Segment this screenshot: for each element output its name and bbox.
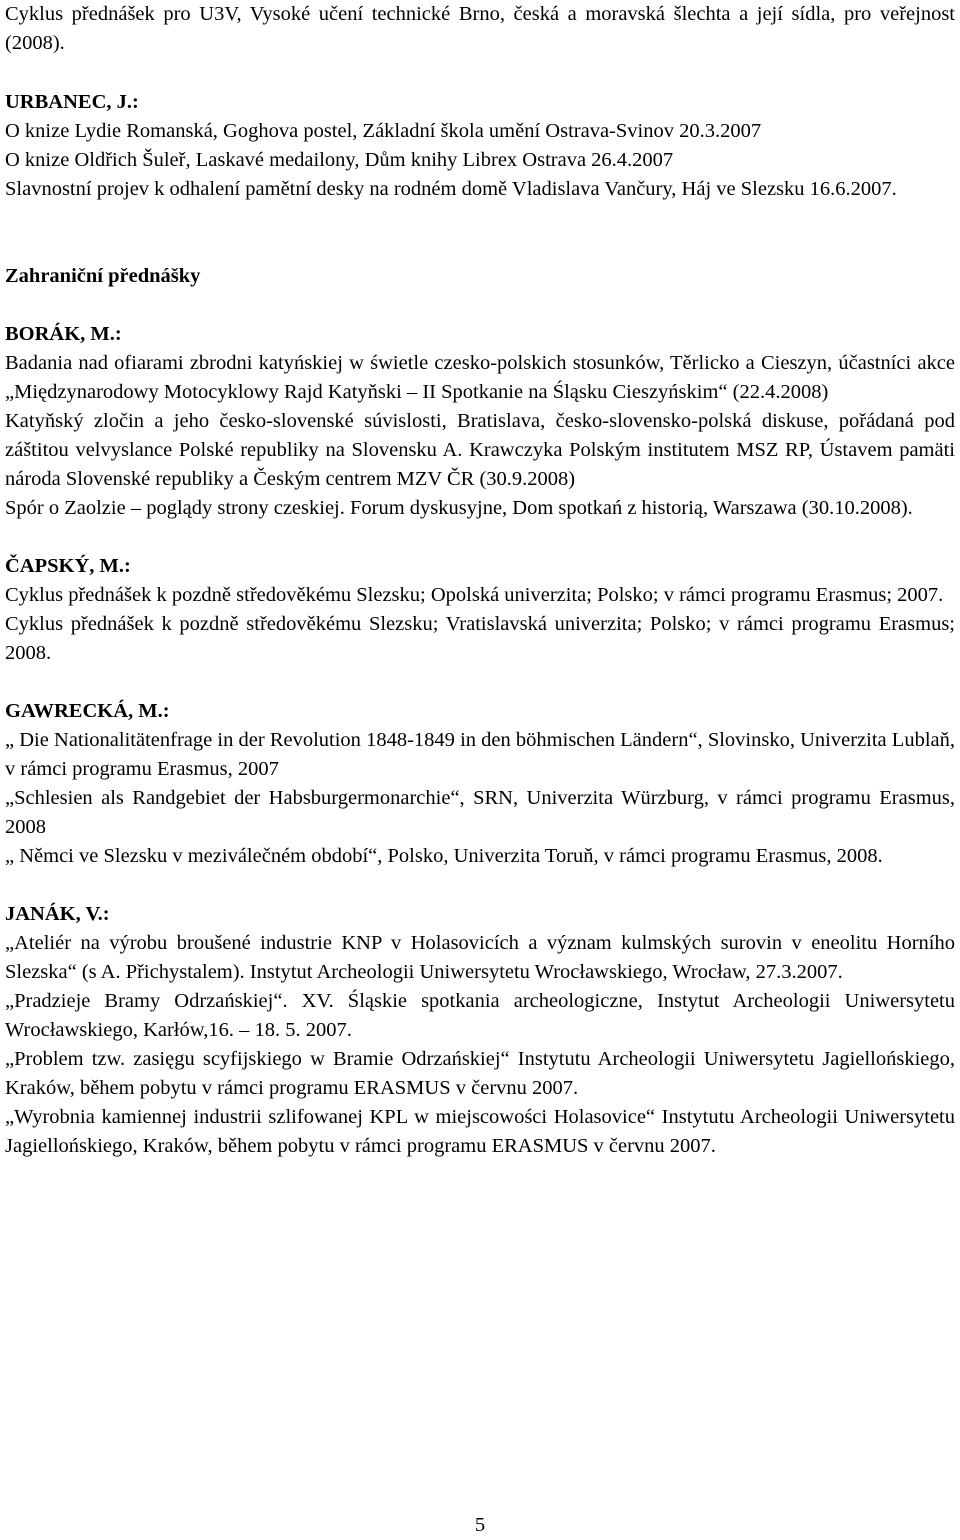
- entry-urbanec-1: O knize Lydie Romanská, Goghova postel, Základní škola umění Ostrava-Svinov 20.3.2007: [5, 120, 762, 142]
- page-number: 5: [474, 1514, 486, 1536]
- capsky-block: [5, 552, 955, 668]
- author-heading-gawrecka: GAWRECKÁ, M.:: [5, 700, 170, 722]
- author-heading-capsky: ČAPSKÝ, M.:: [5, 555, 131, 577]
- urbanec-block: [5, 88, 955, 204]
- entry-capsky-2: Cyklus přednášek k pozdně středověkému Slezsku; Vratislavská univerzita; Polsko; v rámci programu Erasmus; 2008.: [5, 613, 955, 664]
- entry-gawrecka-2: „Schlesien als Randgebiet der Habsburgermonarchie“, SRN, Univerzita Würzburg, v rámci programu Erasmus, 2008: [5, 787, 955, 838]
- borak-block: [5, 320, 955, 523]
- author-heading-urbanec: URBANEC, J.:: [5, 91, 139, 113]
- entry-urbanec-2: O knize Oldřich Šuleř, Laskavé medailony, Dům knihy Librex Ostrava 26.4.2007: [5, 149, 674, 171]
- gawrecka-block: [5, 697, 955, 871]
- entry-janak-3: „Problem tzw. zasięgu scyfijskiego w Bramie Odrzańskiej“ Instytutu Archeologii Uniwersytetu Jagiellońskiego, Kraków, během pobytu v rámci programu ERASMUS v červnu 2007.: [5, 1048, 955, 1099]
- intro-line: Cyklus přednášek pro U3V, Vysoké učení technické Brno, česká a moravská šlechta a její sídla, pro veřejnost (2008).: [5, 3, 955, 54]
- entry-gawrecka-3: „ Němci ve Slezsku v meziválečném období“, Polsko, Univerzita Toruň, v rámci programu Erasmus, 2008.: [5, 845, 883, 867]
- entry-capsky-1: Cyklus přednášek k pozdně středověkému Slezsku; Opolská univerzita; Polsko; v rámci programu Erasmus; 2007.: [5, 584, 944, 606]
- entry-janak-1: „Ateliér na výrobu broušené industrie KNP v Holasovicích a význam kulmských surovin v eneolitu Horního Slezska“ (s A. Přichystalem). Instytut Archeologii Uniwersytetu Wrocławskiego, Wrocław, 27.3.2007.: [5, 932, 955, 983]
- author-heading-janak: JANÁK, V.:: [5, 903, 110, 925]
- entry-borak-1: Badania nad ofiarami zbrodni katyńskiej w świetle czesko-polskich stosunków, Těrlicko a Cieszyn, účastníci akce „Międzynarodowy Motocyklowy Rajd Katyňski – II Spotkanie na Śląsku Cieszyńskim“ (22.4.2008): [5, 352, 955, 403]
- entry-borak-3: Spór o Zaolzie – poglądy strony czeskiej. Forum dyskusyjne, Dom spotkań z historią, Warszawa (30.10.2008).: [5, 497, 913, 519]
- section-title-foreign-lectures: Zahraniční přednášky: [5, 265, 201, 287]
- entry-janak-2: „Pradzieje Bramy Odrzańskiej“. XV. Śląskie spotkania archeologiczne, Instytut Archeologii Uniwersytetu Wrocławskiego, Karłów,16. – 18. 5. 2007.: [5, 990, 955, 1041]
- entry-urbanec-3: Slavnostní projev k odhalení pamětní desky na rodném domě Vladislava Vančury, Háj ve Slezsku 16.6.2007.: [5, 178, 897, 200]
- janak-block: [5, 900, 955, 1161]
- entry-gawrecka-1: „ Die Nationalitätenfrage in der Revolution 1848-1849 in den böhmischen Ländern“, Slovinsko, Univerzita Lublaň, v rámci programu Erasmus, 2007: [5, 729, 955, 780]
- intro-block: [5, 0, 955, 58]
- author-heading-borak: BORÁK, M.:: [5, 323, 122, 345]
- entry-janak-4: „Wyrobnia kamiennej industrii szlifowanej KPL w miejscowości Holasovice“ Instytutu Archeologii Uniwersytetu Jagiellońskiego, Kraków, během pobytu v rámci programu ERASMUS v červnu 2007.: [5, 1106, 955, 1157]
- entry-borak-2: Katyňský zločin a jeho česko-slovenské súvislosti, Bratislava, česko-slovensko-polská diskuse, pořádaná pod záštitou velvyslance Polské republiky na Slovensku A. Krawczyka Polským institutem MSZ RP, Ústavem pamäti národa Slovenské republiky a Českým centrem MZV ČR (30.9.2008): [5, 410, 955, 490]
- document-page: [5, 0, 955, 1161]
